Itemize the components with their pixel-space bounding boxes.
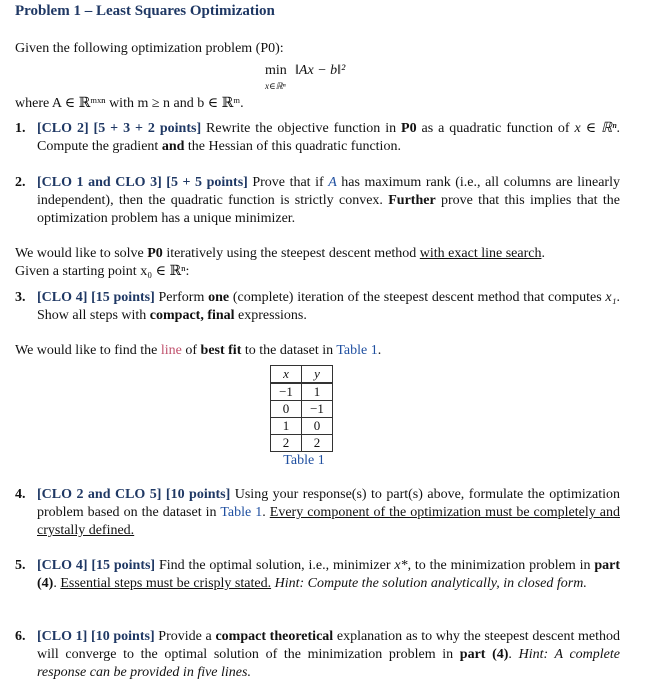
q6-text2: explanation as to why the steepest descent method will converge to the optimal solution of the minimization problem in — [37, 629, 621, 662]
fit-line: line — [160, 343, 182, 358]
q3-clo: [CLO 4] [15 points] — [37, 290, 155, 305]
steep-line2: Given a starting point x₀ ∈ ℝⁿ: — [15, 264, 190, 279]
q3-text3: . Show all steps with — [37, 290, 620, 323]
q6-text: Provide a — [154, 629, 216, 644]
formula-objective: ‖Ax − b‖² — [295, 63, 346, 78]
table-header-y: y — [302, 366, 333, 384]
q5-clo: [CLO 4] [15 points] — [37, 558, 156, 573]
formula-min: min — [265, 63, 287, 78]
question-4 — [15, 486, 620, 540]
q5-hint: Hint: Compute the solution analytically, in closed form. — [271, 576, 587, 591]
fit-text3: to the dataset in — [241, 343, 337, 358]
q6-ct: compact theoretical — [215, 629, 334, 644]
q1-text: Rewrite the objective function in — [201, 121, 402, 136]
q3-one: one — [208, 290, 230, 305]
q5-number: 5. — [15, 558, 26, 573]
fit-text2: of — [181, 343, 201, 358]
fit-text: We would like to find the — [15, 343, 161, 358]
q4-text: Using your response(s) to part(s) above, formulate the optimization problem based on the dataset in — [37, 487, 621, 520]
q5-text3: . — [53, 576, 61, 591]
q5-xstar: x* — [394, 558, 408, 573]
table-header-x: x — [271, 366, 302, 384]
question-6 — [15, 628, 620, 682]
line-fit-intro — [15, 342, 635, 360]
question-3 — [15, 289, 620, 325]
table-cell: 2 — [271, 435, 302, 452]
table-cell: 1 — [271, 418, 302, 435]
fit-best: best fit — [200, 343, 242, 358]
problem-title: Problem 1 – Least Squares Optimization — [15, 3, 275, 19]
objective-formula — [255, 62, 395, 94]
table-cell: 0 — [302, 418, 333, 435]
table-row — [271, 435, 333, 452]
intro-text: Given the following optimization problem (P0): — [15, 41, 284, 56]
q3-text4: expressions. — [234, 308, 307, 323]
steep-underlined: with exact line search — [419, 246, 542, 261]
q3-text2: (complete) iteration of the steepest descent method that computes — [229, 290, 606, 305]
table-cell: −1 — [302, 401, 333, 418]
q4-underlined: Every component of the optimization must be completely and crystally defined. — [37, 505, 620, 538]
q2-further: Further — [388, 193, 436, 208]
table-caption: Table 1 — [283, 453, 325, 468]
q4-number: 4. — [15, 487, 26, 502]
steep-text2: iteratively using the steepest descent method — [162, 246, 420, 261]
q5-text2: , to the minimization problem in — [407, 558, 595, 573]
table-cell: −1 — [271, 383, 302, 401]
dataset-table — [270, 365, 333, 452]
q1-text2: as a quadratic function of — [416, 121, 575, 136]
q3-x1: x₁ — [605, 290, 617, 305]
steep-p0: P0 — [147, 246, 163, 261]
question-5 — [15, 557, 620, 593]
q6-part: part (4) — [459, 647, 509, 662]
formula-subscript: x∈ℝⁿ — [265, 81, 286, 91]
q5-underlined: Essential steps must be crisply stated. — [60, 576, 272, 591]
q3-cf: compact, final — [149, 308, 235, 323]
q1-p0: P0 — [401, 121, 417, 136]
q6-hint: Hint: A complete response can be provided in five lines. — [37, 647, 620, 680]
q2-text3: prove that this implies that the optimization problem has a unique minimizer. — [37, 193, 620, 226]
table-row — [271, 401, 333, 418]
table-cell: 0 — [271, 401, 302, 418]
fit-table-ref: Table 1 — [336, 343, 378, 358]
question-1 — [15, 120, 620, 156]
table-row — [271, 418, 333, 435]
q4-clo: [CLO 2 and CLO 5] [10 points] — [37, 487, 231, 502]
steep-text: We would like to solve — [15, 246, 148, 261]
q1-and: and — [161, 139, 185, 154]
q6-number: 6. — [15, 629, 26, 644]
question-2 — [15, 174, 620, 228]
fit-text4: . — [377, 343, 382, 358]
table-cell: 2 — [302, 435, 333, 452]
q2-text2: has maximum rank (i.e., all columns are linearly independent), then the quadratic function is strictly convex. — [37, 175, 620, 208]
q2-clo: [CLO 1 and CLO 3] [5 + 5 points] — [37, 175, 248, 190]
q2-text: Prove that if — [247, 175, 329, 190]
table-header-row — [271, 366, 333, 384]
q4-table-ref: Table 1 — [220, 505, 263, 520]
dataset-table-wrap — [270, 365, 338, 470]
q5-part: part (4) — [37, 558, 621, 591]
where-line: where A ∈ ℝᵐˣⁿ with m ≥ n and b ∈ ℝᵐ. — [15, 96, 244, 111]
q1-text3: . Compute the gradient — [37, 121, 621, 154]
table-row — [271, 383, 333, 401]
q1-text4: the Hessian of this quadratic function. — [184, 139, 401, 154]
q2-a: A — [328, 175, 337, 190]
q2-number: 2. — [15, 175, 26, 190]
q1-clo: [CLO 2] [5 + 3 + 2 points] — [37, 121, 202, 136]
q6-text3: . — [508, 647, 519, 662]
q6-clo: [CLO 1] [10 points] — [37, 629, 155, 644]
q3-text: Perform — [154, 290, 209, 305]
q1-var: x ∈ ℝⁿ — [574, 121, 617, 136]
q3-number: 3. — [15, 290, 26, 305]
steep-text3: . — [541, 246, 545, 261]
table-cell: 1 — [302, 383, 333, 401]
steepest-descent-intro — [15, 245, 635, 281]
q1-number: 1. — [15, 121, 26, 136]
q5-text: Find the optimal solution, i.e., minimizer — [155, 558, 395, 573]
q4-text2: . — [262, 505, 270, 520]
